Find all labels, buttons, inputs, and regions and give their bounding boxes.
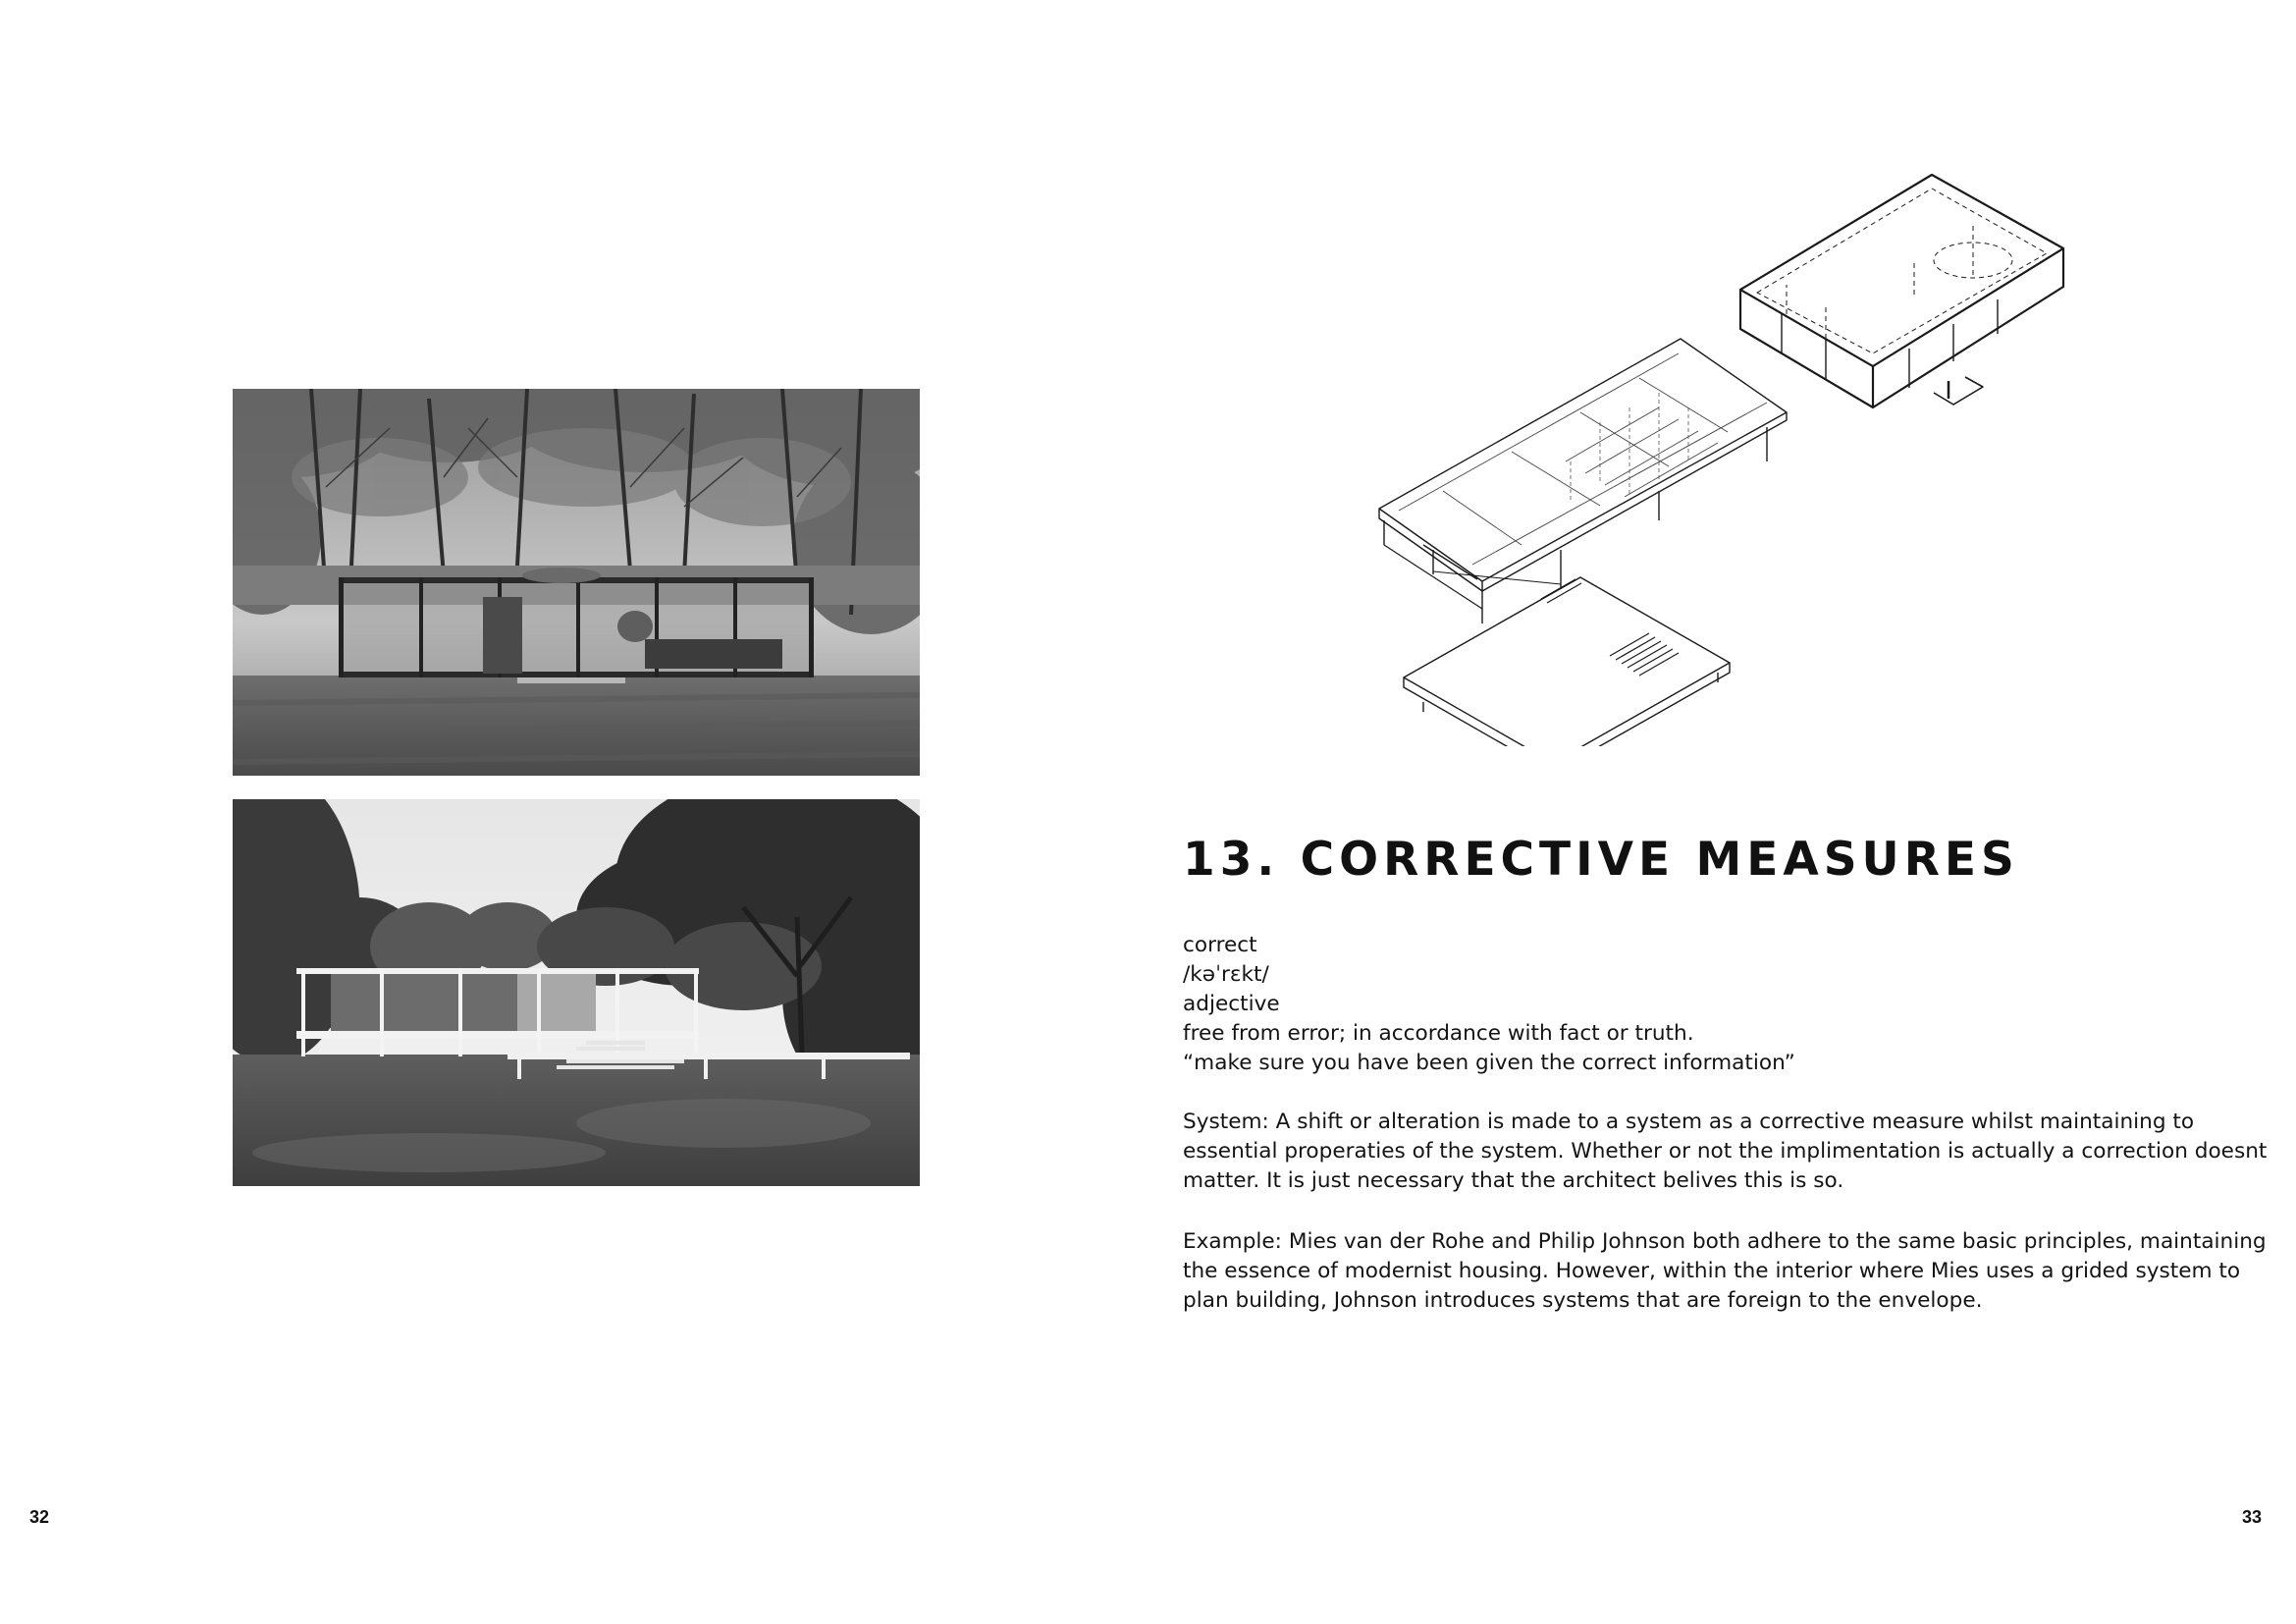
page-number-left: 32 <box>29 1507 50 1527</box>
definition-word: correct <box>1183 933 1257 957</box>
definition-meaning: free from error; in accordance with fact or truth. <box>1183 1021 1694 1046</box>
definition-part-of-speech: adjective <box>1183 992 1280 1016</box>
exploded-axonometric-drawing <box>1364 167 2076 746</box>
glass-house-photo <box>233 389 920 776</box>
definition-example: “make sure you have been given the correct information” <box>1183 1051 1795 1075</box>
dictionary-definition <box>1183 931 2272 1078</box>
example-paragraph: Example: Mies van der Rohe and Philip Johnson both adhere to the same basic principles, maintaining the essence of modernist housing. However, within the interior where Mies uses a grided system to plan building, Johnson introduces systems that are foreign to the envelope. <box>1183 1229 2267 1313</box>
definition-pronunciation: /kəˈrɛkt/ <box>1183 962 1269 987</box>
system-paragraph: System: A shift or alteration is made to a system as a corrective measure whilst maintaining to essential properaties of the system. Whether or not the implimentation is actually a correction doesnt matter. It is just necessary that the architect belives this is so. <box>1183 1110 2268 1193</box>
section-heading: 13. CORRECTIVE MEASURES <box>1183 833 2019 887</box>
page-number-right: 33 <box>2242 1507 2263 1527</box>
farnsworth-house-photo <box>233 799 920 1186</box>
